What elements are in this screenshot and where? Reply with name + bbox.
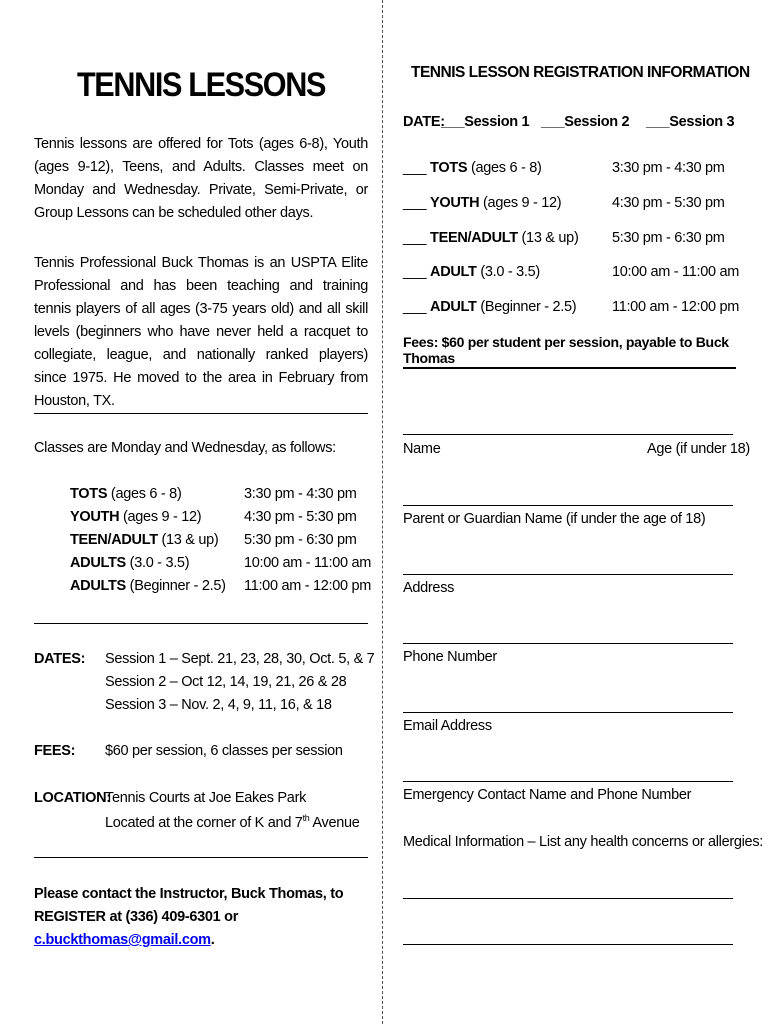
blank-line: ___ <box>403 299 427 315</box>
emergency-contact-label: Emergency Contact Name and Phone Number <box>403 787 692 803</box>
address-field[interactable] <box>403 574 733 575</box>
session-dates: Session 2 – Oct 12, 14, 19, 21, 26 & 28 <box>105 674 347 690</box>
ordinal-suffix: th <box>302 813 310 823</box>
fees-note: Fees: $60 per student per session, payable to Buck Thomas <box>403 334 729 366</box>
phone-label: Phone Number <box>403 649 497 665</box>
contact-text: . <box>210 932 215 948</box>
contact-instructions <box>34 883 368 952</box>
option-detail: (13 & up) <box>517 230 579 246</box>
instructor-email-link[interactable]: c.buckthomas@gmail.com <box>34 932 211 948</box>
date-label: DATE: <box>403 114 445 130</box>
schedule-detail: (ages 6 - 8) <box>107 486 182 502</box>
schedule-detail: (ages 9 - 12) <box>119 509 202 525</box>
class-option[interactable] <box>403 230 578 246</box>
option-group: TEEN/ADULT <box>430 230 518 246</box>
section-divider <box>34 413 368 414</box>
name-field[interactable] <box>403 434 733 435</box>
option-time: 3:30 pm - 4:30 pm <box>612 160 725 176</box>
session-2-checkbox[interactable] <box>541 114 629 130</box>
location-line <box>105 813 360 831</box>
schedule-row <box>70 509 201 525</box>
email-label: Email Address <box>403 718 492 734</box>
schedule-detail: (3.0 - 3.5) <box>125 555 190 571</box>
option-time: 11:00 am - 12:00 pm <box>612 299 740 315</box>
section-divider <box>34 857 368 858</box>
address-label: Address <box>403 580 455 596</box>
blank-line: ___ <box>541 114 565 130</box>
session-label: Session 2 <box>564 114 630 130</box>
option-detail: (Beginner - 2.5) <box>476 299 577 315</box>
schedule-time: 11:00 am - 12:00 pm <box>244 578 372 594</box>
option-group: TOTS <box>430 160 468 176</box>
phone-field[interactable] <box>403 643 733 644</box>
schedule-row <box>70 486 181 502</box>
schedule-group: YOUTH <box>70 509 120 525</box>
blank-line: ___ <box>403 195 427 211</box>
bio-paragraph: Tennis Professional Buck Thomas is an USPTA Elite Professional and has been teaching and training tennis players of all ages (3-75 years old) and all skill levels (beginners who have never held a racquet to collegiate, league, and nationally ranked players) since 1975. He moved to the area in February from Houston, TX. <box>34 255 368 409</box>
blank-line: ___ <box>403 160 427 176</box>
blank-line: ___ <box>403 230 427 246</box>
blank-line: ___ <box>441 114 465 130</box>
page-title: TENNIS LESSONS <box>76 66 326 104</box>
medical-info-field[interactable] <box>403 898 733 899</box>
session-dates: Session 1 – Sept. 21, 23, 28, 30, Oct. 5, & 7 <box>105 651 375 667</box>
class-option[interactable] <box>403 195 561 211</box>
fees-text: $60 per session, 6 classes per session <box>105 743 343 759</box>
option-detail: (ages 6 - 8) <box>467 160 542 176</box>
session-label: Session 1 <box>464 114 530 130</box>
blank-line: ___ <box>646 114 670 130</box>
medical-info-label: Medical Information – List any health concerns or allergies: <box>403 834 763 850</box>
session-1-checkbox[interactable] <box>441 114 529 130</box>
option-group: YOUTH <box>430 195 480 211</box>
session-3-checkbox[interactable] <box>646 114 734 130</box>
dates-label: DATES: <box>34 651 86 667</box>
intro-paragraph: Tennis lessons are offered for Tots (ages 6-8), Youth (ages 9-12), Teens, and Adults. Classes meet on Monday and Wednesday. Private, Semi-Private, or Group Lessons can be scheduled other days. <box>34 136 368 221</box>
option-time: 10:00 am - 11:00 am <box>612 264 740 280</box>
fees-label: FEES: <box>34 743 76 759</box>
schedule-detail: (Beginner - 2.5) <box>125 578 226 594</box>
option-time: 5:30 pm - 6:30 pm <box>612 230 725 246</box>
schedule-time: 3:30 pm - 4:30 pm <box>244 486 357 502</box>
location-line: Tennis Courts at Joe Eakes Park <box>105 790 307 806</box>
schedule-row <box>70 578 226 594</box>
class-option[interactable] <box>403 160 542 176</box>
cut-line <box>382 0 383 1024</box>
option-detail: (3.0 - 3.5) <box>476 264 540 280</box>
section-divider <box>34 623 368 624</box>
schedule-row <box>70 555 189 571</box>
classes-intro: Classes are Monday and Wednesday, as follows: <box>34 440 336 456</box>
age-label: Age (if under 18) <box>647 441 750 457</box>
schedule-group: ADULTS <box>70 555 126 571</box>
session-dates: Session 3 – Nov. 2, 4, 9, 11, 16, & 18 <box>105 697 332 713</box>
location-text: Avenue <box>309 814 360 831</box>
name-label: Name <box>403 441 441 457</box>
class-option[interactable] <box>403 264 540 280</box>
schedule-row <box>70 532 218 548</box>
schedule-time: 4:30 pm - 5:30 pm <box>244 509 357 525</box>
guardian-label: Parent or Guardian Name (if under the age of 18) <box>403 511 706 527</box>
option-time: 4:30 pm - 5:30 pm <box>612 195 725 211</box>
contact-text: Please contact the Instructor, Buck Thomas, to REGISTER at (336) 409-6301 or <box>34 886 344 925</box>
section-divider <box>403 367 736 369</box>
session-label: Session 3 <box>669 114 735 130</box>
emergency-contact-field[interactable] <box>403 781 733 782</box>
schedule-group: ADULTS <box>70 578 126 594</box>
option-group: ADULT <box>430 264 477 280</box>
schedule-group: TOTS <box>70 486 108 502</box>
schedule-group: TEEN/ADULT <box>70 532 158 548</box>
location-text: Located at the corner of K and 7 <box>105 814 303 831</box>
guardian-field[interactable] <box>403 505 733 506</box>
schedule-time: 5:30 pm - 6:30 pm <box>244 532 357 548</box>
option-group: ADULT <box>430 299 477 315</box>
blank-line: ___ <box>403 264 427 280</box>
medical-info-field[interactable] <box>403 944 733 945</box>
class-option[interactable] <box>403 299 576 315</box>
location-label: LOCATION: <box>34 790 111 806</box>
email-field[interactable] <box>403 712 733 713</box>
schedule-time: 10:00 am - 11:00 am <box>244 555 372 571</box>
registration-heading: TENNIS LESSON REGISTRATION INFORMATION <box>411 64 750 81</box>
schedule-detail: (13 & up) <box>157 532 219 548</box>
option-detail: (ages 9 - 12) <box>479 195 562 211</box>
